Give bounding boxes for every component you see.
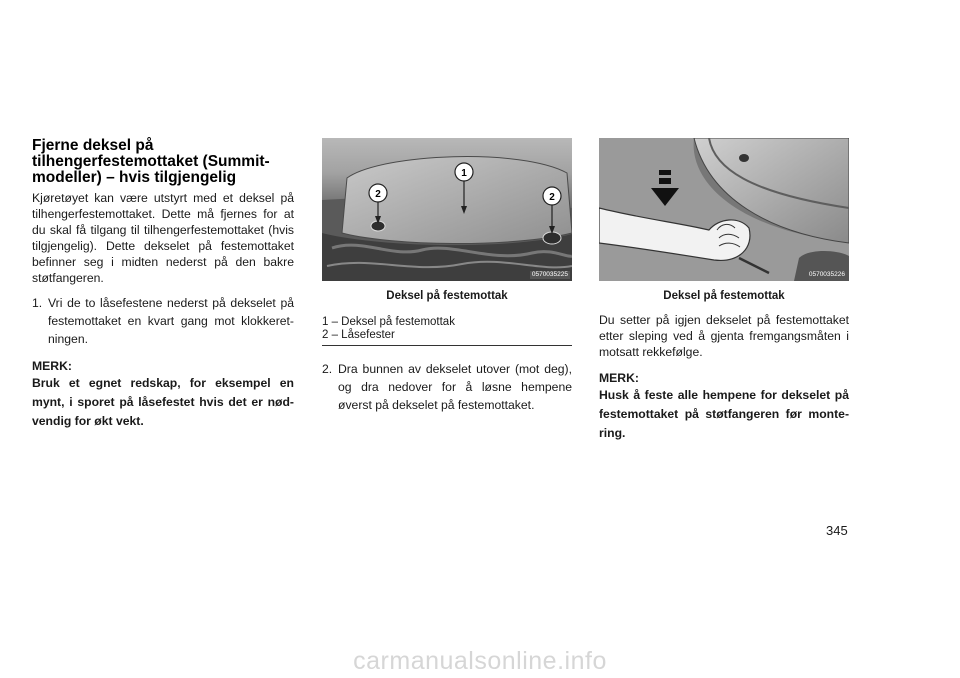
legend-item: 1 – Deksel på festemottak [322,316,455,328]
image-code: 0570035225 [531,271,568,278]
figure-caption: Deksel på festemottak [663,290,785,302]
bumper-illustration [322,138,572,281]
intro-paragraph: Kjøretøyet kan være utstyrt med et deksel på tilhengerfestemottaket. Dette må fjernes for at du skal få tilgang til tilhengerfestemottaket (hvis tilgjengelig). Dette dekselet på festemottaket befinner seg i midten nederst på den bakre støtfangeren. [32,191,294,285]
figure-legend [322,316,572,346]
figure-receiver-cover-locks [322,138,572,281]
left-column [32,138,294,431]
step-number: 1. [32,296,43,310]
svg-text:2: 2 [375,189,381,200]
callout-2-left [369,184,387,202]
callout-1 [455,163,473,181]
svg-text:2: 2 [549,192,555,203]
image-code: 0570035226 [808,271,845,278]
watermark: carmanualsonline.info [353,647,607,675]
legend-item: 2 – Låsefester [322,329,395,341]
step-2 [322,360,572,414]
note-body: Bruk et egnet redskap, for eksempel en mynt, i sporet på låsefestet hvis det er nød-vendig for økt vekt. [32,376,294,428]
note-body: Husk å feste alle hempene for dekselet på festemottaket på støtfangeren før monte-ring. [599,388,849,440]
middle-column [322,138,572,414]
right-column [599,138,849,443]
step-text: Vri de to låsefestene nederst på dekselet på festemottaket en kvart gang mot klokkeret-ningen. [48,296,294,346]
svg-text:1: 1 [461,168,467,179]
reinstall-paragraph: Du setter på igjen dekselet på festemottaket etter sleping ved å gjenta fremgangsmåten i motsatt rekkefølge. [599,313,849,359]
hand-illustration [599,138,849,281]
figure-removing-cover [599,138,849,281]
callout-2-right [543,187,561,205]
figure-caption: Deksel på festemottak [386,290,508,302]
note-heading: MERK: [599,371,639,385]
section-heading: Fjerne deksel på tilhengerfestemottaket (Summit- modeller) – hvis tilgjengelig [32,137,270,186]
step-number: 2. [322,362,333,376]
page-number: 345 [826,523,848,538]
step-1 [32,294,294,348]
step-text: Dra bunnen av dekselet utover (mot deg), og dra nedover for å løsne hempene øverst på dekselet på festemottaket. [338,362,572,412]
note-heading: MERK: [32,359,72,373]
